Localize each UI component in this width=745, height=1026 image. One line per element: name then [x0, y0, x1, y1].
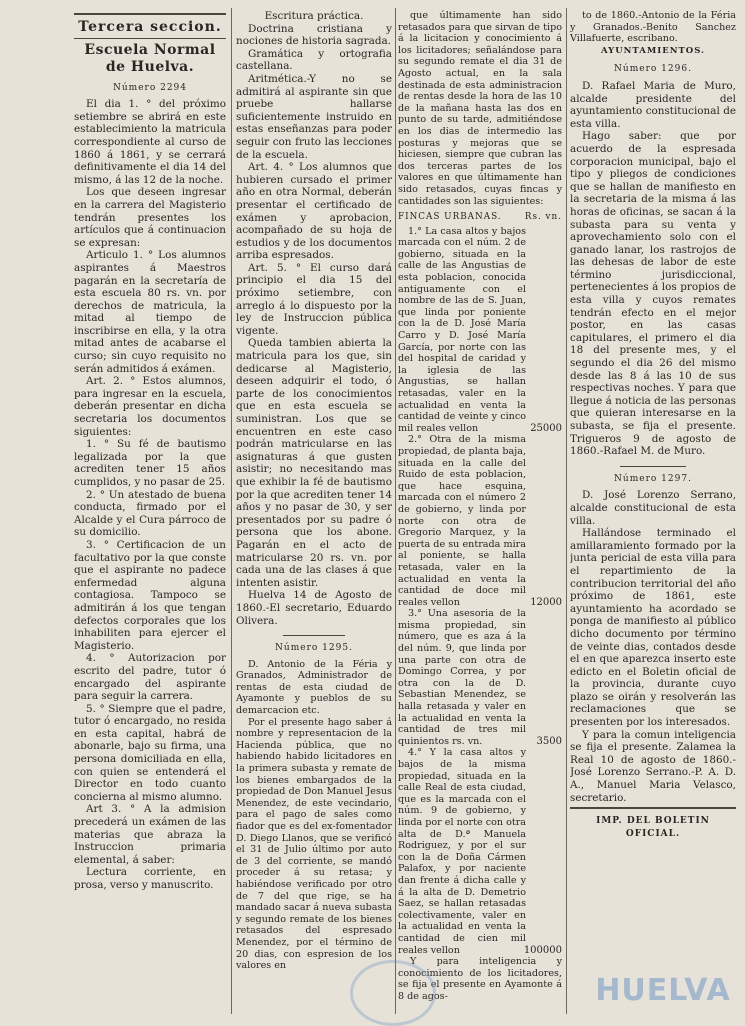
paragraph: Articulo 1. ° Los alumnos aspirantes á Maestros pagarán en la secretaría de esta escuela 80 rs. vn. por derechos de matricula, la mitad al tiempo de inscribirse en ella, y la otra mitad antes de acabarse el curso; sin cuyo requisito no serán admitidos á exámen. [74, 249, 226, 375]
paragraph: Gramática y ortografia castellana. [236, 47, 392, 73]
paragraph: D. Antonio de la Féria y Granados, Administrador de rentas de esta ciudad de Ayamonte y pueblos de su demarcacion etc. [236, 658, 392, 717]
paragraph: Huelva 14 de Agosto de 1860.-El secretario, Eduardo Olivera. [236, 589, 392, 627]
paragraph: Escritura práctica. [264, 10, 364, 22]
paragraph: 1. ° Su fé de bautismo legalizada por la que acrediten tener 15 años cumplidos, y no pasar de 25. [74, 438, 226, 488]
finca-amount: 3500 [536, 735, 562, 747]
paragraph: Queda tambien abierta la matricula para los que, sin dedicarse al Magisterio, deseen adquirir el todo, ó parte de los conocimientos que en esta escuela se suministran. Los que se encuentren en este caso podrán matricularse en las asignaturas á que gusten asistir; no necesitando mas que exhibir la fé de bautismo por la que acrediten tener 14 años y no pasar de 30, y ser presentados por su padre ó persona que los abone. Pagarán en el acto de matricularse 20 rs. vn. por cada una de las clases á que intenten asistir. [236, 337, 392, 589]
column-rule [566, 8, 567, 1014]
paragraph: 5. ° Siempre que el padre, tutor ó encargado, no resida en esta capital, habrá de abonarle, bajo su firma, una persona domiciliada en ella, con quien se entenderá el Director en todo cuanto concierna al mismo alumno. [74, 702, 226, 803]
seal-icon [350, 960, 436, 1026]
paragraph: Y para la comun inteligencia se fija el presente. Zalamea la Real 10 de agosto de 1860.-José Lorenzo Serrano.-P. A. D. A., Manuel Maria Velasco, secretario. [570, 728, 736, 804]
finca-text: 4.° Y la casa altos y bajos de la misma propiedad, situada en la calle Real de esta ciudad, que es la marcada con el núm. 9 de gobierno, y linda por el norte con otra alta de D.ª Manuela Rodriguez, y por el sur con la de Doña Cármen Palafox, y por naciente dan frente á dicha calle y á la alta de D. Demetrio Saez, se hallan retasadas colectivamente, valer en la actualidad en venta la cantidad de cien mil reales vellon [398, 747, 527, 956]
paragraph: 2. ° Un atestado de buena conducta, firmado por el Alcalde y el Cura párroco de su domicilio. [74, 488, 226, 539]
top-rule [74, 13, 226, 15]
notice-number: Número 1295. [275, 643, 353, 654]
finca-item [398, 226, 562, 435]
footer-rule [570, 807, 736, 809]
column-3 [398, 10, 562, 1014]
paragraph: Lectura corriente, en prosa, verso y manuscrito. [74, 866, 226, 891]
column-4 [570, 10, 736, 1014]
finca-item [398, 747, 562, 956]
section-rule [74, 38, 226, 39]
watermark-logo: HUELVA [595, 972, 731, 1008]
fincas-header-label: FINCAS URBANAS. [398, 212, 502, 223]
notice-number: Número 1296. [614, 64, 692, 75]
paragraph: 3. ° Certificacion de un facultativo por la que conste que el aspirante no padece enfermedad alguna contagiosa. Tampoco se admitirán á los que tengan defectos corporales que los inhabiliten para ejercer el Magisterio. [74, 538, 226, 652]
paragraph: Doctrina cristiana y nociones de historia sagrada. [236, 22, 392, 48]
paragraph: Aritmética.-Y no se admitirá al aspirante sin que pruebe hallarse suficientemente instruido en estas enseñanzas para poder seguir con fruto las lecciones de la escuela. [236, 72, 392, 161]
column-rule [395, 8, 396, 1014]
separator-rule [620, 466, 686, 467]
paragraph: Art. 2. ° Estos alumnos, para ingresar en la escuela, deberán presentar en dicha secretaria los documentos siguientes: [74, 375, 226, 438]
paragraph: Art. 5. ° El curso dará principio el dia 15 del próximo setiembre, con arreglo á lo dispuesto por la ley de Instruccion pública vigente. [236, 261, 392, 337]
finca-text: 2.° Otra de la misma propiedad, de planta baja, situada en la calle del Ruido de esta poblacion, que hace esquina, marcada con el número 2 de gobierno, y linda por norte con otra de Gregorio Marquez, y la puerta de su entrada mira al poniente, se halla retasada, valer en la actualidad en venta la cantidad de doce mil reales vellon [398, 434, 526, 608]
paragraph: 4. ° Autorizacion por escrito del padre, tutor ó encargado del aspirante para seguir la carrera. [74, 652, 226, 703]
finca-text: 3.° Una asesoria de la misma propiedad, sin número, que es aza á la del núm. 9, que linda por una parte con otra de Domingo Correa, y por otra con la de D. Sebastian Menendez, se halla retasada y valer en la actualidad en venta la cantidad de tres mil quinientos rs. vn. [398, 608, 526, 747]
paragraph: que últimamente han sido retasados para que sirvan de tipo á la licitacion y conocimiento á los licitadores; señalándose para su segundo remate el dia 31 de Agosto actual, en la sala destinada de esta administracion de rentas desde la hora de las 10 de la mañana hasta las dos en punto de su tarde, admitiéndose en los dias de intermedio las posturas y mejoras que se hiciesen, siempre que cubran las dos terceras partes de los valores en que últimamente han sido retasados, cuyas fincas y cantidades son las siguientes: [398, 10, 562, 207]
finca-item [398, 608, 562, 747]
separator-rule [283, 635, 345, 636]
finca-amount: 12000 [530, 596, 562, 608]
column-2 [236, 10, 392, 1014]
printer-imprint: IMP. DEL BOLETIN OFICIAL. [596, 816, 710, 839]
finca-item [398, 434, 562, 608]
paragraph: D. José Lorenzo Serrano, alcalde constitucional de esta villa. [570, 489, 736, 527]
finca-amount: 25000 [530, 422, 562, 434]
paragraph: Art. 4. ° Los alumnos que hubieren cursado el primer año en otra Normal, deberán presentar el certificado de exámen y aprobacion, acompañado de su hoja de estudios y de los documentos arriba espresados. [236, 161, 392, 262]
paragraph: Art 3. ° A la admision precederá un exámen de las materias que abraza la Instruccion primaria elemental, á saber: [74, 803, 226, 866]
column-rule [231, 8, 232, 1014]
finca-text: 1.° La casa altos y bajos marcada con el núm. 2 de gobierno, situada en la calle de las Angustias de esta poblacion, conocida antiguamente con el nombre de las de S. Juan, que linda por poniente con la de D. José María Carro y D. José María García, por norte con las del hospital de caridad y la iglesia de las Angustias, se hallan retasadas, valer en la actualidad en venta la cantidad de veinte y cinco mil reales vellon [398, 225, 526, 434]
finca-amount: 100000 [523, 944, 562, 956]
column-1 [74, 10, 226, 1014]
paragraph: Y para inteligencia y conocimiento de los licitadores, se fija el presente en Ayamonte á 8 de agos- [398, 956, 562, 1002]
fincas-header-currency: Rs. vn. [524, 212, 562, 223]
paragraph: Por el presente hago saber á nombre y representacion de la Hacienda pública, que no habiendo habido licitadores en la primera subasta y remate de los bienes embargados de la propiedad de Don Manuel Jesus Menendez, de este vecindario, para el pago de sales como fiador que es del ex-fomentador D. Diego Llanos, que se verificó el 31 de Julio último por auto de 3 del corriente, se mandó proceder á su retasa; y habiéndose verificado por otro de 7 del que rige, se ha mandado sacar á nueva subasta y segundo remate de los bienes retasados del espresado Menendez, por el término de 20 dias, con espresion de los valores en [236, 716, 392, 972]
school-title: Escuela Normal de Huelva. [84, 41, 216, 75]
paragraph: Hallándose terminado el amillaramiento formado por la junta pericial de esta villa para el repartimiento de la contribucion territorial del año próximo de 1861, este ayuntamiento ha acordado se ponga de manifiesto al público dicho documento por término de veinte dias, contados desde el en que aparezca inserto este edicto en el Boletin oficial de la provincia, durante cuyo plazo se oirán y resolverán las reclamaciones que se presenten por los interesados. [570, 527, 736, 729]
paragraph: D. Rafael Maria de Muro, alcalde presidente del ayuntamiento constitucional de esta villa. [570, 79, 736, 130]
paragraph: Los que deseen ingresar en la carrera del Magisterio tendrán presentes los artículos que á continuacion se expresan: [74, 186, 226, 249]
section-title: Tercera seccion. [78, 19, 222, 35]
ayuntamientos-heading: AYUNTAMIENTOS. [600, 45, 706, 56]
paragraph: to de 1860.-Antonio de la Féria y Granados.-Benito Sanchez Villafuerte, escribano. [570, 10, 736, 45]
notice-number: Número 1297. [614, 473, 692, 484]
paragraph: Hago saber: que por acuerdo de la espresada corporacion municipal, bajo el tipo y pliegos de condiciones que se hallan de manifiesto en la secretaria de la misma á las horas de oficinas, se sacan á la subasta para su venta y aprovechamiento solo con el ganado lanar, los rastrojos de las dehesas de labor de este término jurisdiccional, pertenecientes á los propios de esta villa y cuyos remates tendrán efecto en el mejor postor, en las casas capitulares, el primero el dia 18 del presente mes, y el segundo el dia 26 del mismo desde las 8 á las 10 de sus respectivas noches. Y para que llegue á noticia de las personas que quieran interesarse en la subasta, se fija el presente. Trigueros 9 de agosto de 1860.-Rafael M. de Muro. [570, 130, 736, 458]
notice-number: Número 2294 [112, 82, 188, 93]
paragraph: El dia 1. ° del próximo setiembre se abrirá en este establecimiento la matricula correspondiente al curso de 1860 á 1861, y se cerrará definitivamente el dia 14 del mismo, á las 12 de la noche. [74, 98, 226, 186]
fincas-table-header [398, 211, 562, 224]
